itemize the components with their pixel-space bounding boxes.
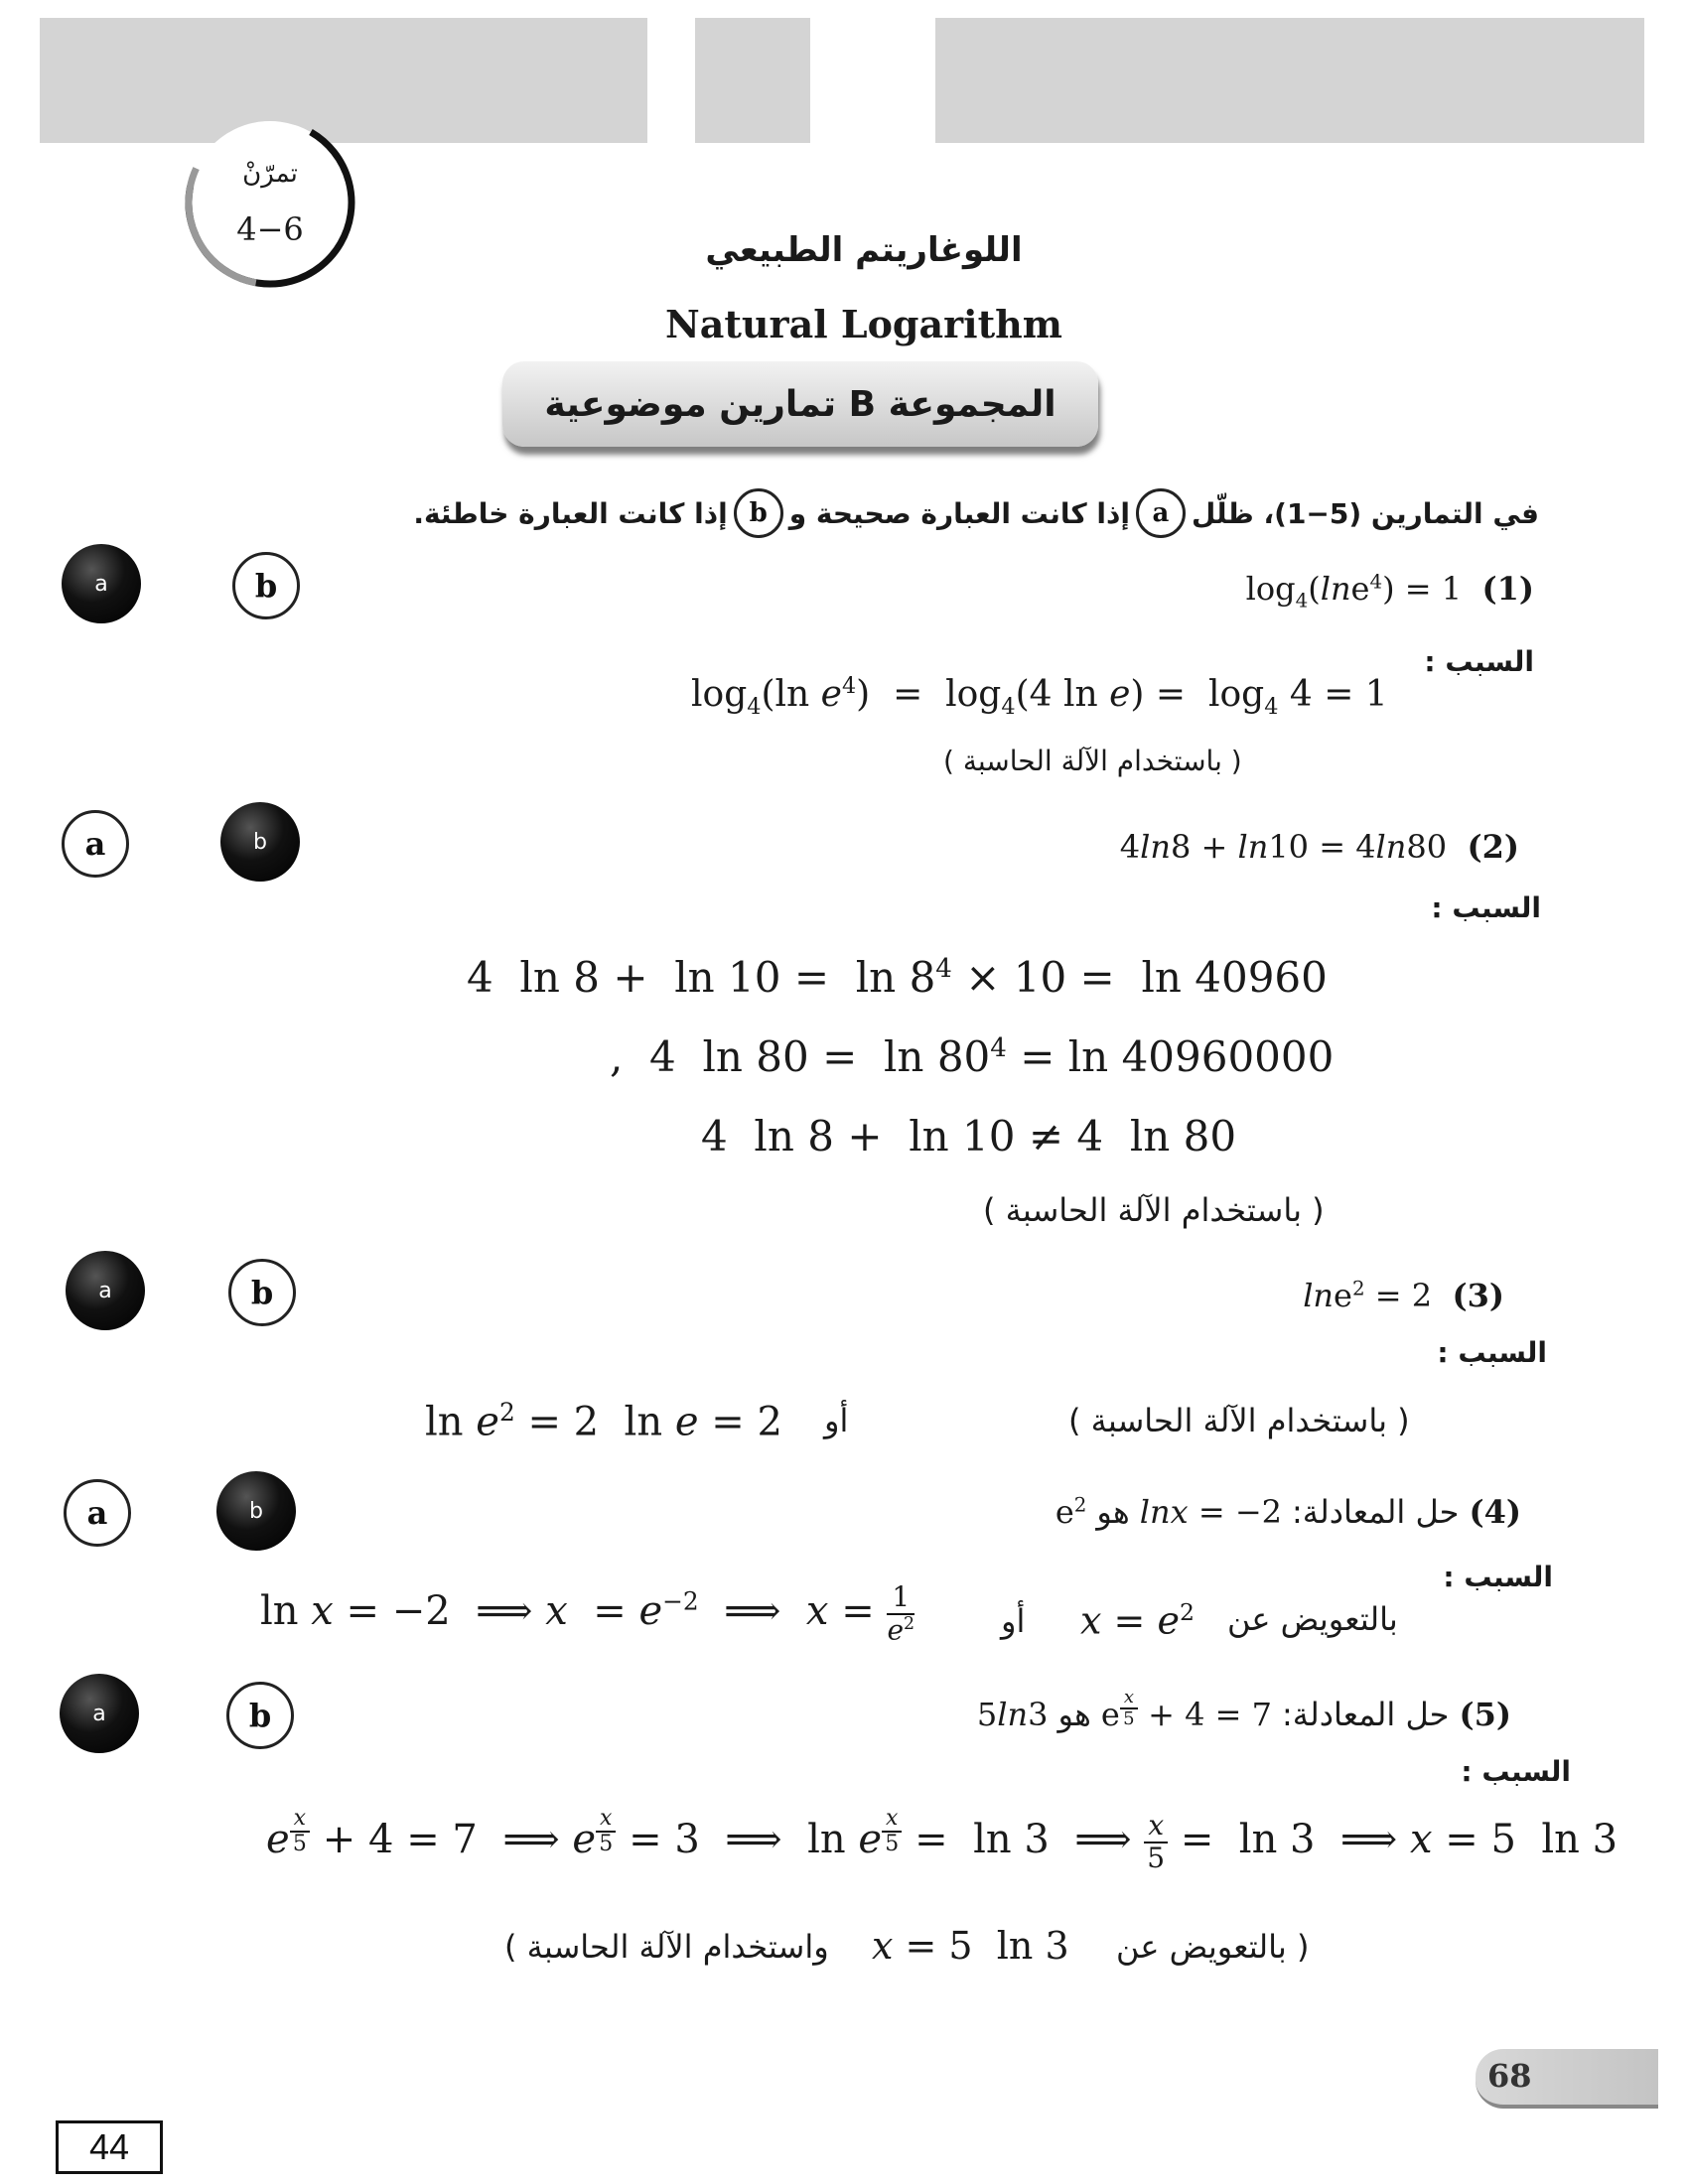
ex5-note-part2: واستخدام الآلة الحاسبة ) — [504, 1928, 829, 1966]
ex4-reason-label: السبب : — [1443, 1561, 1553, 1593]
ex1-reason-line: $\log_4(\ln$ $e^4) = \log_4(4$ $\ln e) = \log_4 4 = 1$ — [691, 673, 1388, 721]
ex5-note-value: x = 5 ln 3 — [872, 1924, 1069, 1968]
ex1-number: (1) — [1481, 570, 1534, 608]
instructions-part3: إذا كانت العبارة خاطئة. — [413, 496, 728, 530]
ex2-statement: 4ln8 + ln10 = 4ln80 (2) — [1119, 828, 1519, 866]
ex5-option-a[interactable]: a — [60, 1674, 139, 1753]
ex2-reason-label: السبب : — [1431, 891, 1541, 924]
ex3-or: أو — [824, 1402, 849, 1439]
ex2-option-b[interactable]: b — [220, 802, 300, 882]
ex3-note: ( باستخدام الآلة الحاسبة ) — [1068, 1402, 1410, 1439]
page-title-english: Natural Logarithm — [665, 302, 1062, 346]
ex1-note: ( باستخدام الآلة الحاسبة ) — [943, 745, 1242, 777]
ex2-note: ( باستخدام الآلة الحاسبة ) — [983, 1191, 1325, 1229]
ex4-statement-mid: هو — [1096, 1493, 1130, 1531]
ex2-reason-line-2: , 4 $\ln 80 = \ln 80^4 = \ln 40960000$ — [610, 1032, 1335, 1081]
ex5-statement-prefix: حل المعادلة: — [1282, 1695, 1450, 1733]
badge-number: 4−6 — [236, 210, 304, 248]
page-title-arabic: اللوغاريتم الطبيعي — [705, 230, 1023, 270]
ex2-number: (2) — [1467, 828, 1519, 866]
ex2-reason-line-3: 4 ln 8 + ln 10 ≠ 4 ln 80 — [701, 1112, 1237, 1160]
ex4-option-b[interactable]: b — [216, 1471, 296, 1551]
section-label-text: المجموعة B تمارين موضوعية — [544, 383, 1056, 425]
ex3-reason-label: السبب : — [1437, 1336, 1547, 1369]
ex3-reason-line: $\ln e^2 = 2$ ln e = 2 — [425, 1398, 782, 1445]
instructions — [413, 488, 1539, 538]
ex4-number: (4) — [1469, 1493, 1521, 1531]
ex1-statement: $\log_4(\ln e^4) = 1$ (1) — [1245, 570, 1534, 613]
ex5-note-part1: ( بالتعويض عن — [1116, 1928, 1310, 1966]
ex1-option-a[interactable]: a — [62, 544, 141, 623]
ex3-number: (3) — [1452, 1277, 1504, 1314]
ex1-option-b[interactable]: b — [232, 552, 300, 619]
ex5-reason-line: e $^{\frac{x}{5}}$ + 4 = 7 ⟹ e $^{\frac{x}{5}}$ = 3 ⟹ ln e $^{\frac{x}{5}}$ = ln 3 ⟹ $\frac{x}{5}$ = ln 3 ⟹ x = 5 ln 3 — [266, 1806, 1618, 1875]
header-bar-middle — [695, 18, 810, 143]
file-page-number: 44 — [88, 2126, 130, 2167]
ex5-statement-equation: e $^{\frac{x}{5}}$ + 4 = 7 — [1100, 1687, 1272, 1733]
ex4-statement-prefix: حل المعادلة: — [1292, 1493, 1460, 1531]
ex4-statement — [1055, 1493, 1521, 1531]
ex3-statement: lne$^2$ = 2 (3) — [1303, 1277, 1504, 1314]
ex4-substitute-value: $x = e^2$ — [1080, 1598, 1195, 1643]
book-page-tab — [1476, 2049, 1658, 2109]
ex5-reason-label: السبب : — [1461, 1755, 1571, 1788]
instructions-option-b: b — [734, 488, 783, 538]
ex4-reason-line: ln x = −2 ⟹ $x = e^{-2}$ ⟹ x = $\frac{1}{e^2}$ — [260, 1580, 915, 1647]
header-bar-right — [935, 18, 1644, 143]
ex5-option-b[interactable]: b — [226, 1682, 294, 1749]
ex5-number: (5) — [1459, 1695, 1511, 1733]
instructions-part2: إذا كانت العبارة صحيحة و — [788, 496, 1130, 530]
ex3-option-a[interactable]: a — [66, 1251, 145, 1330]
ex2-reason-line-1: 4 $\ln 8 + \ln 10 = \ln 8^4 \times 10 = \ln 40960$ — [467, 953, 1328, 1002]
ex2-option-a[interactable]: a — [62, 810, 129, 878]
section-label — [502, 361, 1098, 447]
instructions-option-a: a — [1136, 488, 1186, 538]
ex5-statement-value: 5ln3 — [976, 1695, 1049, 1733]
ex4-statement-value: $e^2$ — [1055, 1493, 1087, 1531]
ex5-statement-mid: هو — [1057, 1695, 1091, 1733]
ex4-option-a[interactable]: a — [64, 1479, 131, 1547]
file-page-box — [56, 2120, 163, 2174]
ex3-option-b[interactable]: b — [228, 1259, 296, 1326]
book-page-number: 68 — [1487, 2057, 1532, 2095]
ex4-statement-equation: lnx = −2 — [1139, 1493, 1282, 1531]
instructions-part1: في التمارين (5−1)، ظلّل — [1191, 496, 1539, 530]
badge-word: تمرّنْ — [242, 159, 298, 189]
ex1-reason-label: السبب : — [1424, 645, 1534, 678]
badge-ring — [179, 111, 362, 295]
ex4-or: أو — [1001, 1602, 1026, 1640]
ex5-statement — [977, 1688, 1511, 1733]
ex4-substitute-label: بالتعويض عن — [1227, 1600, 1398, 1638]
